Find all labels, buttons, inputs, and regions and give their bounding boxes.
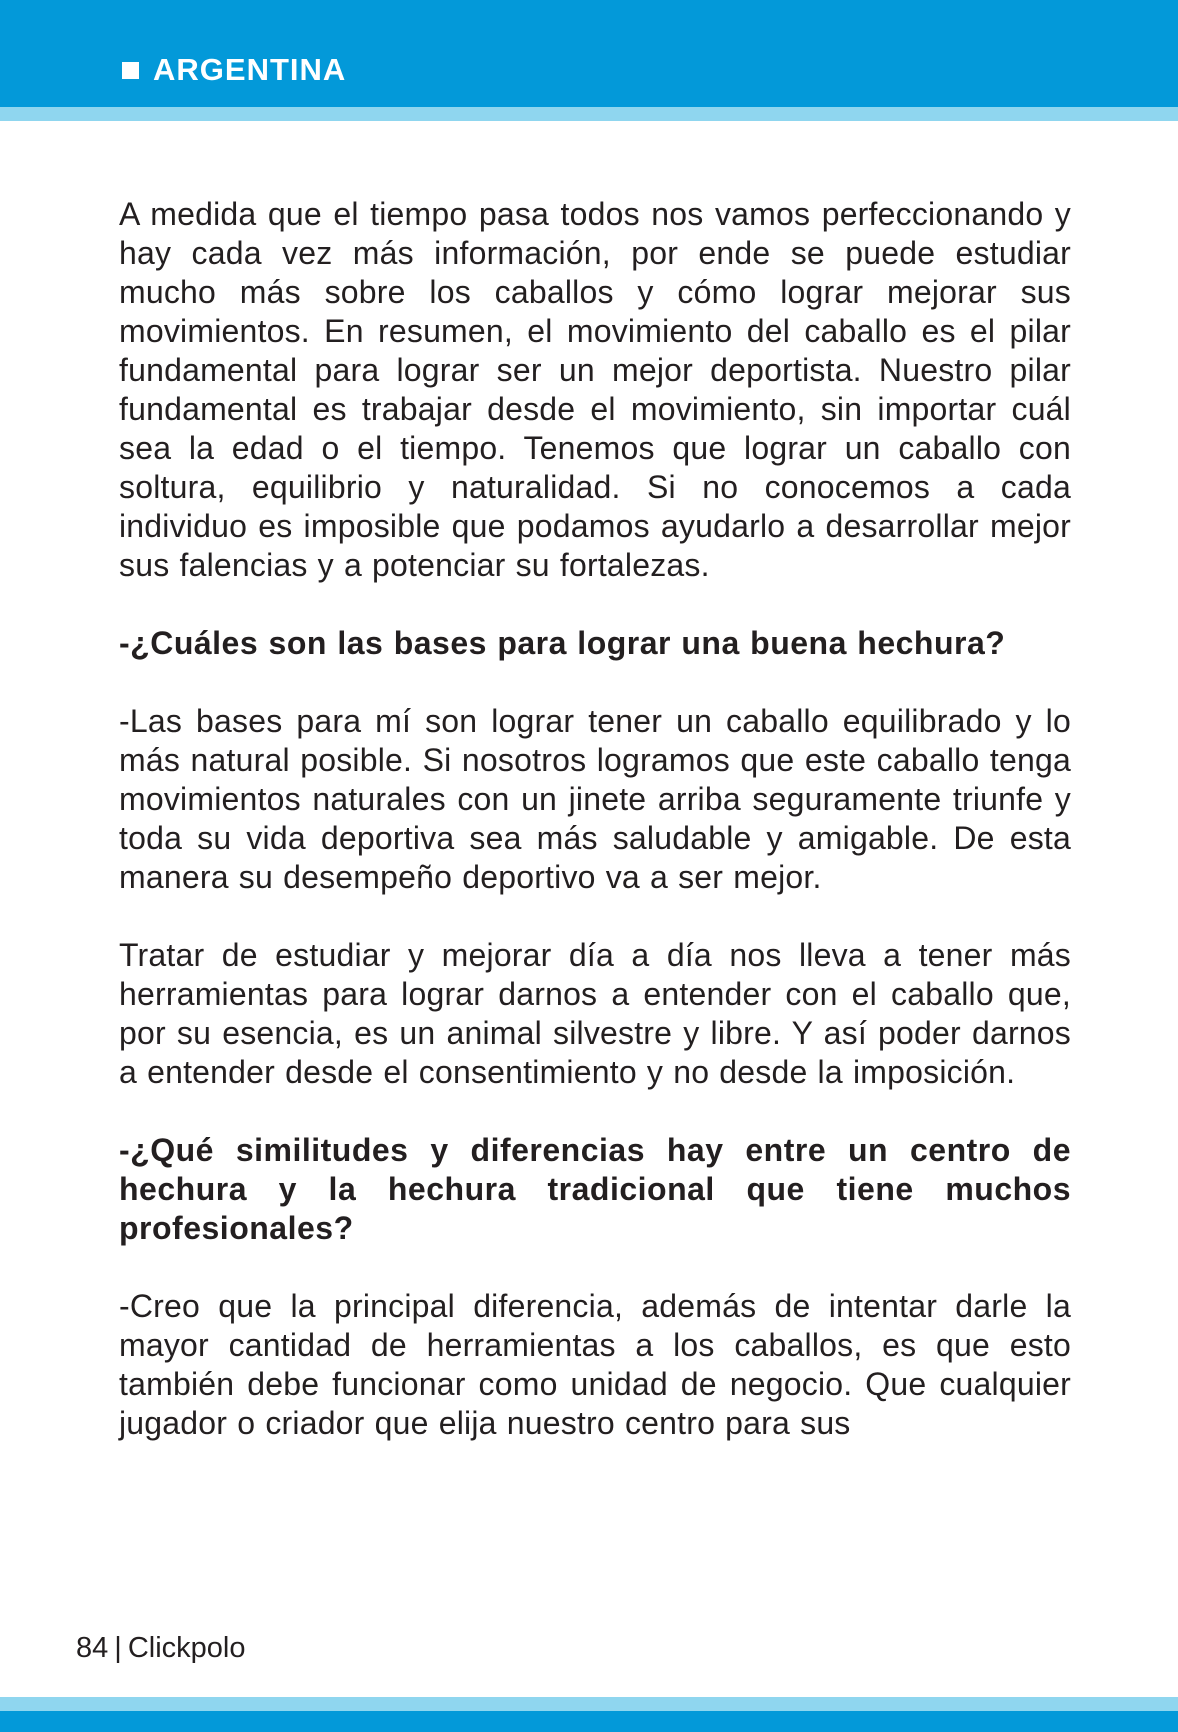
section-title: ARGENTINA [153,52,347,87]
paragraph-intro: A medida que el tiempo pasa todos nos vamos perfeccionando y hay cada vez más información, por ende se puede estudiar mucho más sobre los caballos y cómo lograr mejorar sus movimientos. En resumen, el movimiento del caballo es el pilar fundamental para lograr ser un mejor deportista. Nuestro pilar fundamental es trabajar desde el movimiento, sin importar cuál sea la edad o el tiempo. Tenemos que lograr un caballo con soltura, equilibrio y naturalidad. Si no conocemos a cada individuo es imposible que podamos ayudarlo a desarrollar mejor sus falencias y a potenciar su fortalezas. [119,196,1071,583]
publication-name: Clickpolo [127,1632,246,1664]
answer-differences: -Creo que la principal diferencia, además de intentar darle la mayor cantidad de herramientas a los caballos, es que esto también debe funcionar como unidad de negocio. Que cualquier jugador o criador que elija nuestro centro para sus [119,1288,1071,1441]
paragraph-study: Tratar de estudiar y mejorar día a día nos lleva a tener más herramientas para lograr darnos a entender con el caballo que, por su esencia, es un animal silvestre y libre. Y así poder darnos a entender desde el consentimiento y no desde la imposición. [119,937,1071,1090]
footer-bar [0,1711,1178,1732]
footer-separator: | [114,1632,122,1664]
header-stripe [0,107,1178,121]
answer-bases: -Las bases para mí son lograr tener un caballo equilibrado y lo más natural posible. Si nosotros logramos que este caballo tenga movimientos naturales con un jinete arriba seguramente triunfe y toda su vida deportiva sea más saludable y amigable. De esta manera su desempeño deportivo va a ser mejor. [119,703,1071,895]
page-number: 84 [76,1632,109,1664]
question-bases: -¿Cuáles son las bases para lograr una buena hechura? [119,625,1006,661]
square-bullet-icon [122,62,139,79]
question-differences: -¿Qué similitudes y diferencias hay entre un centro de hechura y la hechura tradicional que tiene muchos profesionales? [119,1132,1071,1246]
article-body [119,195,1071,1443]
footer-stripe [0,1697,1178,1711]
page-footer [76,1630,245,1666]
